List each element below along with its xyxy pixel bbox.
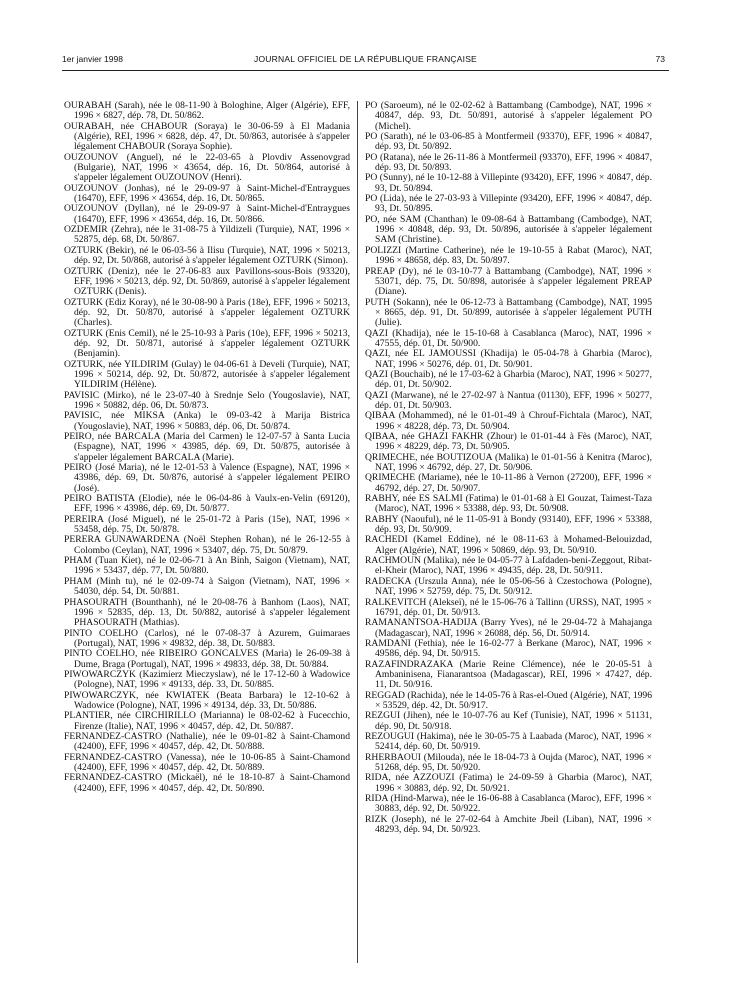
page-number: 73: [655, 54, 665, 64]
register-entry: QIBAA (Mohammed), né le 01-01-49 à Chrouf-Fichtala (Maroc), NAT, 1996 × 48228, dép. 73, Dt. 50/904.: [365, 410, 652, 432]
register-entry: PO (Saroeum), né le 02-02-62 à Battambang (Cambodge), NAT, 1996 × 40847, dép. 93, Dt. 50/891, autorisé à s'appeler légalement PO (Michel).: [365, 100, 652, 132]
register-entry: OZTURK (Bekir), né le 06-03-56 à Ilisu (Turquie), NAT, 1996 × 50213, dép. 92, Dt. 50/868, autorisé à s'appeler légalement OZTURK (Simon).: [64, 244, 350, 267]
register-entry: RABHY, née ES SALMI (Fatima) le 01-01-68 à El Gouzat, Taimest-Taza (Maroc), NAT, 1996 × 53388, dép. 93, Dt. 50/908.: [365, 493, 652, 515]
register-entry: RADECKA (Urszula Anna), née le 05-06-56 à Czestochowa (Pologne), NAT, 1996 × 52759, dép. 75, Dt. 50/912.: [365, 575, 652, 598]
register-entry: OZDEMIR (Zehra), née le 31-08-75 à Yildizeli (Turquie), NAT, 1996 × 52875, dép. 68, Dt. 50/867.: [64, 224, 350, 246]
register-entry: POLIZZI (Martine Catherine), née le 19-10-55 à Rabat (Maroc), NAT, 1996 × 48658, dép. 83, Dt. 50/897.: [365, 244, 652, 267]
register-entry: OZTURK (Deniz), née le 27-06-83 aux Pavillons-sous-Bois (93320), EFF, 1996 × 50213, dép. 92, Dt. 50/869, autorisé à s'appeler légalement OZTURK (Denis).: [64, 265, 350, 298]
register-entry: PAVISIC, née MIKSA (Anka) le 09-03-42 à Marija Bistrica (Yougoslavie), NAT, 1996 × 50883, dép. 06, Dt. 50/874.: [64, 410, 350, 432]
header-rule: [62, 70, 669, 71]
register-entry: RAMDANI (Fethia), née le 16-02-77 à Berkane (Maroc), NAT, 1996 × 49586, dép. 94, Dt. 50/915.: [365, 637, 652, 660]
register-entry: RACHMOUN (Malika), née le 04-05-77 à Lafdaden-beni-Zeggout, Ribat-el-Kheir (Maroc), NAT, 1996 × 49435, dép. 28, Dt. 50/911.: [365, 555, 652, 577]
register-entry: RAMANANTSOA-HADIJA (Barry Yves), né le 29-04-72 à Mahajanga (Madagascar), NAT, 1996 × 26088, dép. 56, Dt. 50/914.: [365, 617, 652, 639]
register-entry: RABHY (Naouful), né le 11-05-91 à Bondy (93140), EFF, 1996 × 53388, dép. 93, Dt. 50/909.: [365, 513, 652, 536]
register-entry: PHAM (Tuan Kiet), né le 02-06-71 à An Binh, Saigon (Vietnam), NAT, 1996 × 53437, dép. 77, Dt. 50/880.: [64, 555, 350, 577]
register-entry: PEIRO BATISTA (Elodie), née le 06-04-86 à Vaulx-en-Velin (69120), EFF, 1996 × 43986, dép. 69, Dt. 50/877.: [64, 493, 350, 515]
register-entry: PIWOWARCZYK (Kazimierz Mieczyslaw), né le 17-12-60 à Wadowice (Pologne), NAT, 1996 × 49133, dép. 33, Dt. 50/885.: [64, 668, 350, 691]
register-entry: PEIRO (José Maria), né le 12-01-53 à Valence (Espagne), NAT, 1996 × 43986, dép. 69, Dt. 50/876, autorisé à s'appeler légalement PEIRO (José).: [64, 462, 350, 494]
register-entry: FERNANDEZ-CASTRO (Nathalie), née le 09-01-82 à Saint-Chamond (42400), EFF, 1996 × 40457, dép. 42, Dt. 50/888.: [64, 730, 350, 753]
register-entry: FERNANDEZ-CASTRO (Mickaël), né le 18-10-87 à Saint-Chamond (42400), EFF, 1996 × 40457, dép. 42, Dt. 50/890.: [64, 772, 350, 794]
register-entry: PO (Lida), née le 27-03-93 à Villepinte (93420), EFF, 1996 × 40847, dép. 93, Dt. 50/895.: [365, 193, 652, 215]
register-entry: REZGUI (Jihen), née le 10-07-76 au Kef (Tunisie), NAT, 1996 × 51131, dép. 90, Dt. 50/918.: [365, 710, 652, 732]
register-entry: RIZK (Joseph), né le 27-02-64 à Amchite Jbeil (Liban), NAT, 1996 × 48293, dép. 94, Dt. 50/923.: [365, 813, 652, 836]
register-entry: RIDA (Hind-Marwa), née le 16-06-88 à Casablanca (Maroc), EFF, 1996 × 30883, dép. 92, Dt. 50/922.: [365, 793, 652, 815]
issue-date: 1er janvier 1998: [62, 54, 123, 64]
register-entry: PERERA GUNAWARDENA (Noël Stephen Rohan), né le 26-12-55 à Colombo (Ceylan), NAT, 1996 × 53407, dép. 75, Dt. 50/879.: [64, 534, 350, 556]
register-entry: RALKEVITCH (Alekseï), né le 15-06-76 à Tallinn (URSS), NAT, 1995 × 16791, dép. 01, Dt. 50/913.: [365, 596, 652, 618]
register-entry: OURABAH, née CHABOUR (Soraya) le 30-06-59 à El Madania (Algérie), REI, 1996 × 6828, dép. 47, Dt. 50/863, autorisée à s'appeler légalement CHABOUR (Soraya Sophie).: [64, 120, 350, 153]
register-entry: PO (Ratana), née le 26-11-86 à Montfermeil (93370), EFF, 1996 × 40847, dép. 93, Dt. 50/893.: [365, 151, 652, 174]
register-entry: PIWOWARCZYK, née KWIATEK (Beata Barbara) le 12-10-62 à Wadowice (Pologne), NAT, 1996 × 49134, dép. 33, Dt. 50/886.: [64, 689, 350, 711]
register-entry: PHAM (Minh tu), né le 02-09-74 à Saigon (Vietnam), NAT, 1996 × 54030, dép. 54, Dt. 50/881.: [64, 575, 350, 598]
register-entry: RAZAFINDRAZAKA (Marie Reine Clémence), née le 20-05-51 à Ambaninisena, Fianarantsoa (Madagascar), REI, 1996 × 47427, dép. 11, Dt. 50/916.: [365, 658, 652, 691]
register-entry: OUZOUNOV (Anguel), né le 22-03-65 à Plovdiv Assenovgrad (Bulgarie), NAT, 1996 × 43654, dép. 16, Dt. 50/864, autorisé à s'appeler légalement OUZOUNOV (Henri).: [64, 151, 350, 184]
column-divider: [357, 101, 358, 963]
page-header: [62, 54, 669, 68]
register-entry: PINTO COELHO, née RIBEIRO GONCALVES (Maria) le 26-09-38 à Dume, Braga (Portugal), NAT, 1996 × 49833, dép. 38, Dt. 50/884.: [64, 648, 350, 670]
register-entry: RACHEDI (Kamel Eddine), né le 08-11-63 à Mohamed-Belouizdad, Alger (Algérie), NAT, 1996 × 50869, dép. 93, Dt. 50/910.: [365, 534, 652, 556]
register-entry: PUTH (Sokann), née le 06-12-73 à Battambang (Cambodge), NAT, 1995 × 8665, dép. 91, Dt. 50/899, autorisée à s'appeler légalement PUTH (Julie).: [365, 296, 652, 329]
journal-title: JOURNAL OFFICIEL DE LA RÉPUBLIQUE FRANÇAISE: [254, 54, 477, 64]
register-entry: OURABAH (Sarah), née le 08-11-90 à Bologhine, Alger (Algérie), EFF, 1996 × 6827, dép. 78, Dt. 50/862.: [64, 100, 350, 122]
register-entry: OZTURK, née YILDIRIM (Gulay) le 04-06-61 à Develi (Turquie), NAT, 1996 × 50214, dép. 92, Dt. 50/872, autorisée à s'appeler légalement YILDIRIM (Hélène).: [64, 358, 350, 391]
register-entry: OUZOUNOV (Dyllan), né le 29-09-97 à Saint-Michel-d'Entraygues (16470), EFF, 1996 × 43654, dép. 16, Dt. 50/866.: [64, 203, 350, 225]
right-column: [365, 101, 652, 835]
register-entry: PO, née SAM (Chanthan) le 09-08-64 à Battambang (Cambodge), NAT, 1996 × 40848, dép. 93, Dt. 50/896, autorisée à s'appeler légalement SAM (Christine).: [365, 213, 652, 246]
register-entry: OZTURK (Ediz Koray), né le 30-08-90 à Paris (18e), EFF, 1996 × 50213, dép. 92, Dt. 50/870, autorisé à s'appeler légalement OZTURK (Charles).: [64, 296, 350, 329]
register-entry: RHERBAOUI (Milouda), née le 18-04-73 à Oujda (Maroc), NAT, 1996 × 51268, dép. 95, Dt. 50/920.: [365, 751, 652, 773]
register-entry: QRIMECHE, née BOUTIZOUA (Malika) le 01-01-56 à Kenitra (Maroc), NAT, 1996 × 46792, dép. 27, Dt. 50/906.: [365, 451, 652, 474]
register-entry: PO (Sunny), né le 10-12-88 à Villepinte (93420), EFF, 1996 × 40847, dép. 93, Dt. 50/894.: [365, 172, 652, 194]
left-column: [64, 101, 350, 794]
register-entry: PAVISIC (Mirko), né le 23-07-40 à Srednje Selo (Yougoslavie), NAT, 1996 × 50882, dép. 06, Dt. 50/873.: [64, 389, 350, 411]
register-entry: PLANTIER, née CIRCHIRILLO (Marianna) le 08-02-62 à Fucecchio, Firenze (Italie), NAT, 1996 × 40457, dép. 42, Dt. 50/887.: [64, 710, 350, 732]
register-entry: QRIMECHE (Mariame), née le 10-11-86 à Vernon (27200), EFF, 1996 × 46792, dép. 27, Dt. 50/907.: [365, 472, 652, 494]
register-entry: QAZI, née EL JAMOUSSI (Khadija) le 05-04-78 à Gharbia (Maroc), NAT, 1996 × 50276, dép. 01, Dt. 50/901.: [365, 348, 652, 370]
register-entry: QAZI (Khadija), née le 15-10-68 à Casablanca (Maroc), NAT, 1996 × 47555, dép. 01, Dt. 50/900.: [365, 327, 652, 349]
register-entry: FERNANDEZ-CASTRO (Vanessa), née le 10-06-85 à Saint-Chamond (42400), EFF, 1996 × 40457, dép. 42, Dt. 50/889.: [64, 751, 350, 773]
register-entry: PEREIRA (José Miguel), né le 25-01-72 à Paris (15e), NAT, 1996 × 53458, dép. 75, Dt. 50/878.: [64, 513, 350, 536]
register-entry: QAZI (Bouchaib), né le 17-03-62 à Gharbia (Maroc), NAT, 1996 × 50277, dép. 01, Dt. 50/902.: [365, 368, 652, 391]
register-entry: OZTURK (Enis Cemil), né le 25-10-93 à Paris (10e), EFF, 1996 × 50213, dép. 92, Dt. 50/871, autorisé à s'appeler légalement OZTURK (Benjamin).: [64, 327, 350, 360]
register-entry: PHASOURATH (Bounthanh), né le 20-08-76 à Banhom (Laos), NAT, 1996 × 52835, dép. 13, Dt. 50/882, autorisé à s'appeler légalement PHASOURATH (Mathias).: [64, 596, 350, 629]
register-entry: QIBAA, née GHAZI FAKHR (Zhour) le 01-01-44 à Fès (Maroc), NAT, 1996 × 48229, dép. 73, Dt. 50/905.: [365, 431, 652, 453]
register-entry: REZOUGUI (Hakima), née le 30-05-75 à Laabada (Maroc), NAT, 1996 × 52414, dép. 60, Dt. 50/919.: [365, 730, 652, 753]
register-entry: REGGAD (Rachida), née le 14-05-76 à Ras-el-Oued (Algérie), NAT, 1996 × 53529, dép. 42, Dt. 50/917.: [365, 689, 653, 711]
register-entry: PINTO COELHO (Carlos), né le 07-08-37 à Azurem, Guimaraes (Portugal), NAT, 1996 × 49832, dép. 38, Dt. 50/883.: [64, 627, 350, 649]
register-entry: PREAP (Dy), né le 03-10-77 à Battambang (Cambodge), NAT, 1996 × 53071, dép. 75, Dt. 50/898, autorisée à s'appeler légalement PREAP (Diane).: [365, 265, 652, 298]
register-entry: PEIRO, née BARCALA (Maria del Carmen) le 12-07-57 à Santa Lucia (Espagne), NAT, 1996 × 43985, dép. 69, Dt. 50/875, autorisée à s'appeler légalement BARCALA (Marie).: [64, 431, 350, 463]
register-entry: OUZOUNOV (Jonhas), né le 29-09-97 à Saint-Michel-d'Entraygues (16470), EFF, 1996 × 43654, dép. 16, Dt. 50/865.: [64, 182, 350, 205]
register-entry: RIDA, née AZZOUZI (Fatima) le 24-09-59 à Gharbia (Maroc), NAT, 1996 × 30883, dép. 92, Dt. 50/921.: [365, 772, 652, 794]
register-entry: QAZI (Marwane), né le 27-02-97 à Nantua (01130), EFF, 1996 × 50277, dép. 01, Dt. 50/903.: [365, 389, 652, 411]
register-entry: PO (Sarath), né le 03-06-85 à Montfermeil (93370), EFF, 1996 × 40847, dép. 93, Dt. 50/892.: [365, 131, 652, 153]
